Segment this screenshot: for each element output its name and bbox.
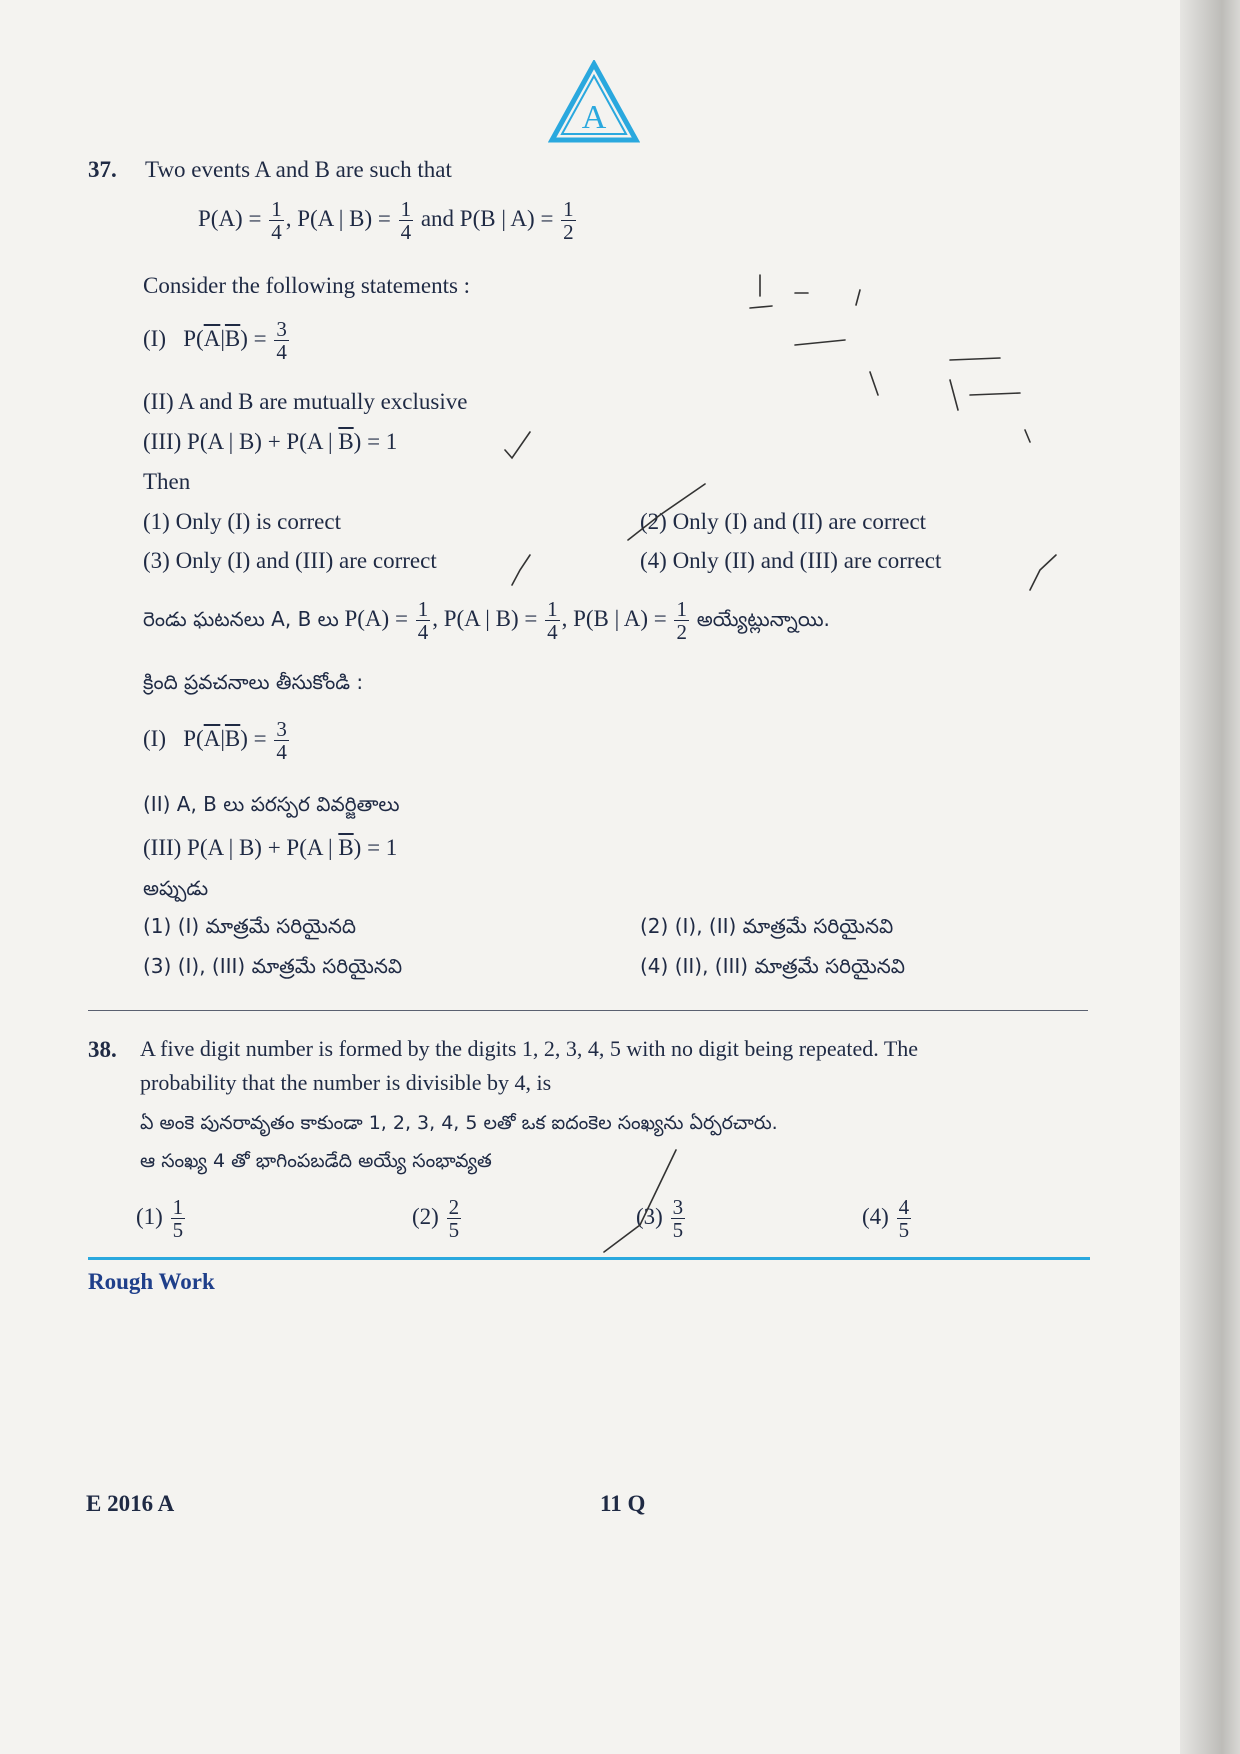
q38-option-4[interactable]: (4) $\frac{4}{5}$ [862,1195,910,1243]
q38-option-1[interactable]: (1) $\frac{1}{5}$ [136,1195,184,1243]
q37-option-3[interactable]: (3) Only (I) and (III) are correct [143,548,437,573]
q37-given: P(A) = $\frac{1}{4}$ , P(A | B) = $\frac{1}{4}$ and P(B | A) = $\frac{1}{2}$ [198,197,574,245]
pen-tick-q38-3 [604,1150,676,1252]
q38-te-line-2: ఆ సంఖ్య 4 తో భాగింపబడేది అయ్యే సంభావ్యత [140,1150,492,1172]
q37-consider: Consider the following statements : [143,273,471,298]
badge-letter: A [581,99,607,136]
q37-te-statement-1: (I) $P(\overline{A}|\overline{B})$ = $\frac{3}{4}$ [143,717,287,765]
q38-stem-line-1: A five digit number is formed by the digits 1, 2, 3, 4, 5 with no digit being repeated. The [140,1036,919,1061]
pen-tick-opt2 [628,484,705,540]
q38-option-2[interactable]: (2) $\frac{2}{5}$ [412,1195,460,1243]
pen-scribble-3 [870,372,1030,442]
q37-te-statement-2: (II) A, B లు పరస్పర వివర్జితాలు [143,792,400,816]
q37-te-option-4[interactable]: (4) (II), (III) మాత్రమే సరియైనవి [640,954,906,978]
q37-option-4[interactable]: (4) Only (II) and (III) are correct [640,548,942,573]
q37-te-option-1[interactable]: (1) (I) మాత్రమే సరియైనది [143,914,356,938]
q37-statement-2: (II) A and B are mutually exclusive [143,389,468,414]
q37-option-2[interactable]: (2) Only (I) and (II) are correct [640,509,927,534]
q37-statement-1: (I) $P(\overline{A}|\overline{B})$ = $\frac{3}{4}$ [143,317,287,365]
q37-then: Then [143,469,191,494]
rough-work-heading: Rough Work [88,1269,215,1294]
q38-number: 38. [88,1037,117,1062]
q37-te-consider: క్రింది ప్రవచనాలు తీసుకోండి : [143,670,364,694]
q37-te-stem: రెండు ఘటనలు A, B లు P(A) = $\frac{1}{4}$ , P(A | B) = $\frac{1}{4}$ , P(B | A) = $\frac{1}{2}$ అయ్యేట్లున్నాయి. [143,597,830,645]
q38-option-3[interactable]: (3) $\frac{3}{5}$ [636,1195,684,1243]
q37-te-statement-3: (III) P(A | B) + P(A | $\overline{B}) = 1$ [143,835,398,860]
q38-te-line-1: ఏ అంకె పునరావృతం కాకుండా 1, 2, 3, 4, 5 లతో ఒక ఐదంకెల సంఖ్యను ఏర్పరచారు. [140,1112,778,1134]
q37-te-then: అప్పుడు [143,876,209,900]
q37-te-option-3[interactable]: (3) (I), (III) మాత్రమే సరియైనవి [143,954,403,978]
pen-tick-s3 [505,432,530,458]
q37-te-option-2[interactable]: (2) (I), (II) మాత్రమే సరియైనవి [640,914,894,938]
q37-statement-3: (III) P(A | B) + P(A | $\overline{B}) = 1$ [143,429,398,454]
pen-scribble-2 [795,340,1020,395]
q37-option-1[interactable]: (1) Only (I) is correct [143,509,341,534]
footer-code: E 2016 A [86,1491,175,1516]
q38-stem-line-2: probability that the number is divisible by 4, is [140,1070,552,1095]
pen-scribble-1 [750,275,860,308]
footer-page: 11 Q [600,1491,646,1516]
q37-number: 37. [88,157,117,182]
q37-stem: Two events A and B are such that [145,157,452,182]
pen-tick-opt4 [1030,555,1056,590]
pen-tick-opt3 [512,555,530,585]
